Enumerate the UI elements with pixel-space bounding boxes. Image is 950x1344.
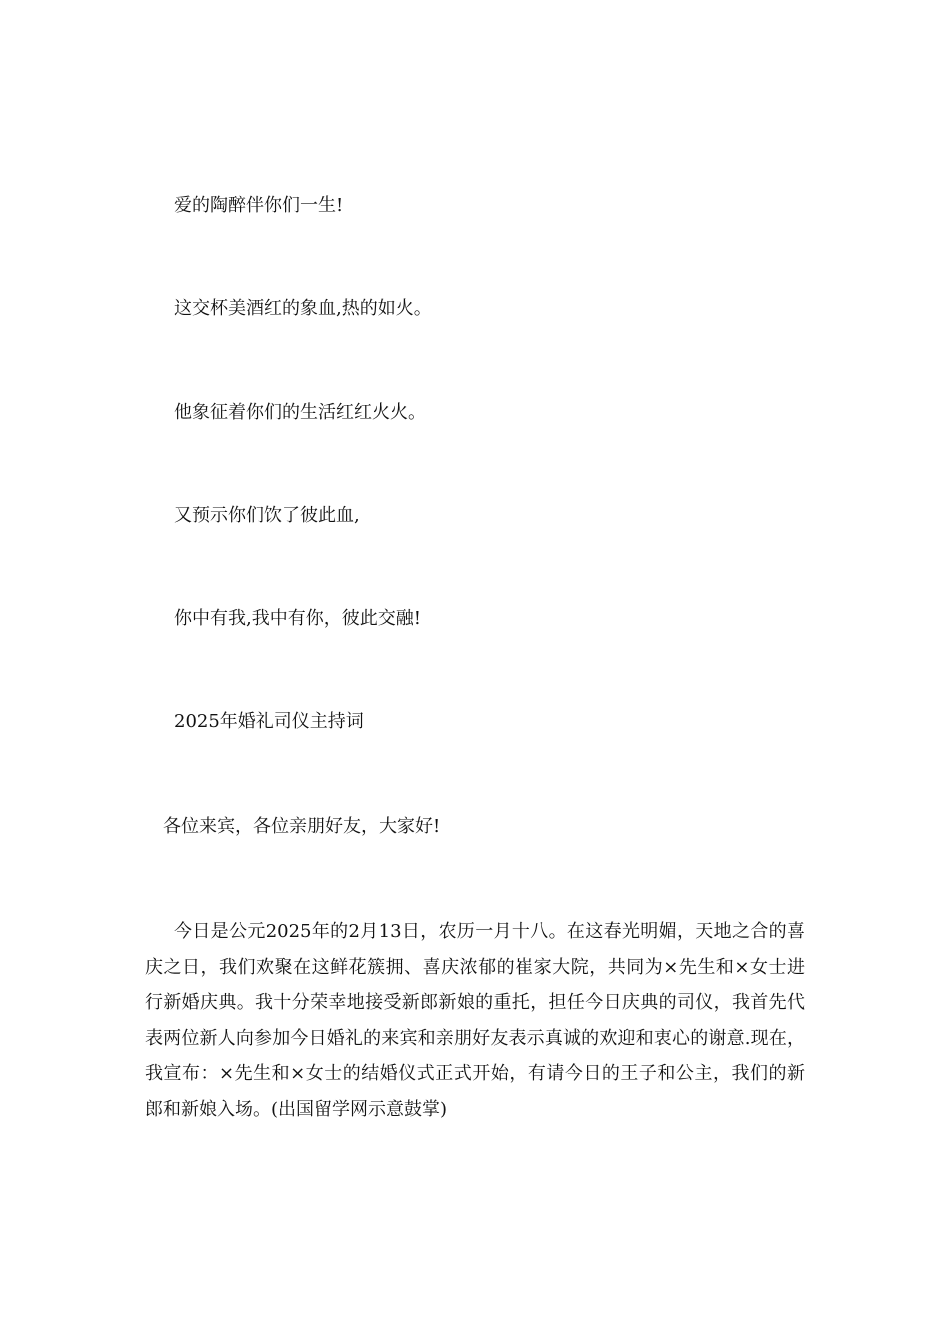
greeting-line: 各位来宾，各位亲朋好友，大家好!: [163, 816, 441, 837]
poem-line-2: 这交杯美酒红的象血,热的如火。: [174, 298, 432, 319]
section-title: 2025年婚礼司仪主持词: [174, 711, 364, 732]
poem-line-3: 他象征着你们的生活红红火火。: [174, 402, 426, 423]
poem-line-1: 爱的陶醉伴你们一生!: [174, 195, 344, 216]
poem-line-4: 又预示你们饮了彼此血,: [174, 505, 360, 526]
poem-line-5: 你中有我,我中有你，彼此交融!: [174, 608, 421, 629]
body-paragraph: 今日是公元2025年的2月13日，农历一月十八。在这春光明媚，天地之合的喜庆之日，我们欢聚在这鲜花簇拥、喜庆浓郁的崔家大院，共同为×先生和×女士进行新婚庆典。我十分荣幸地接受新郎新娘的重托，担任今日庆典的司仪，我首先代表两位新人向参加今日婚礼的来宾和亲朋好友表示真诚的欢迎和衷心的谢意.现在，我宣布：×先生和×女士的结婚仪式正式开始，有请今日的王子和公主，我们的新郎和新娘入场。(出国留学网示意鼓掌): [145, 921, 805, 1120]
